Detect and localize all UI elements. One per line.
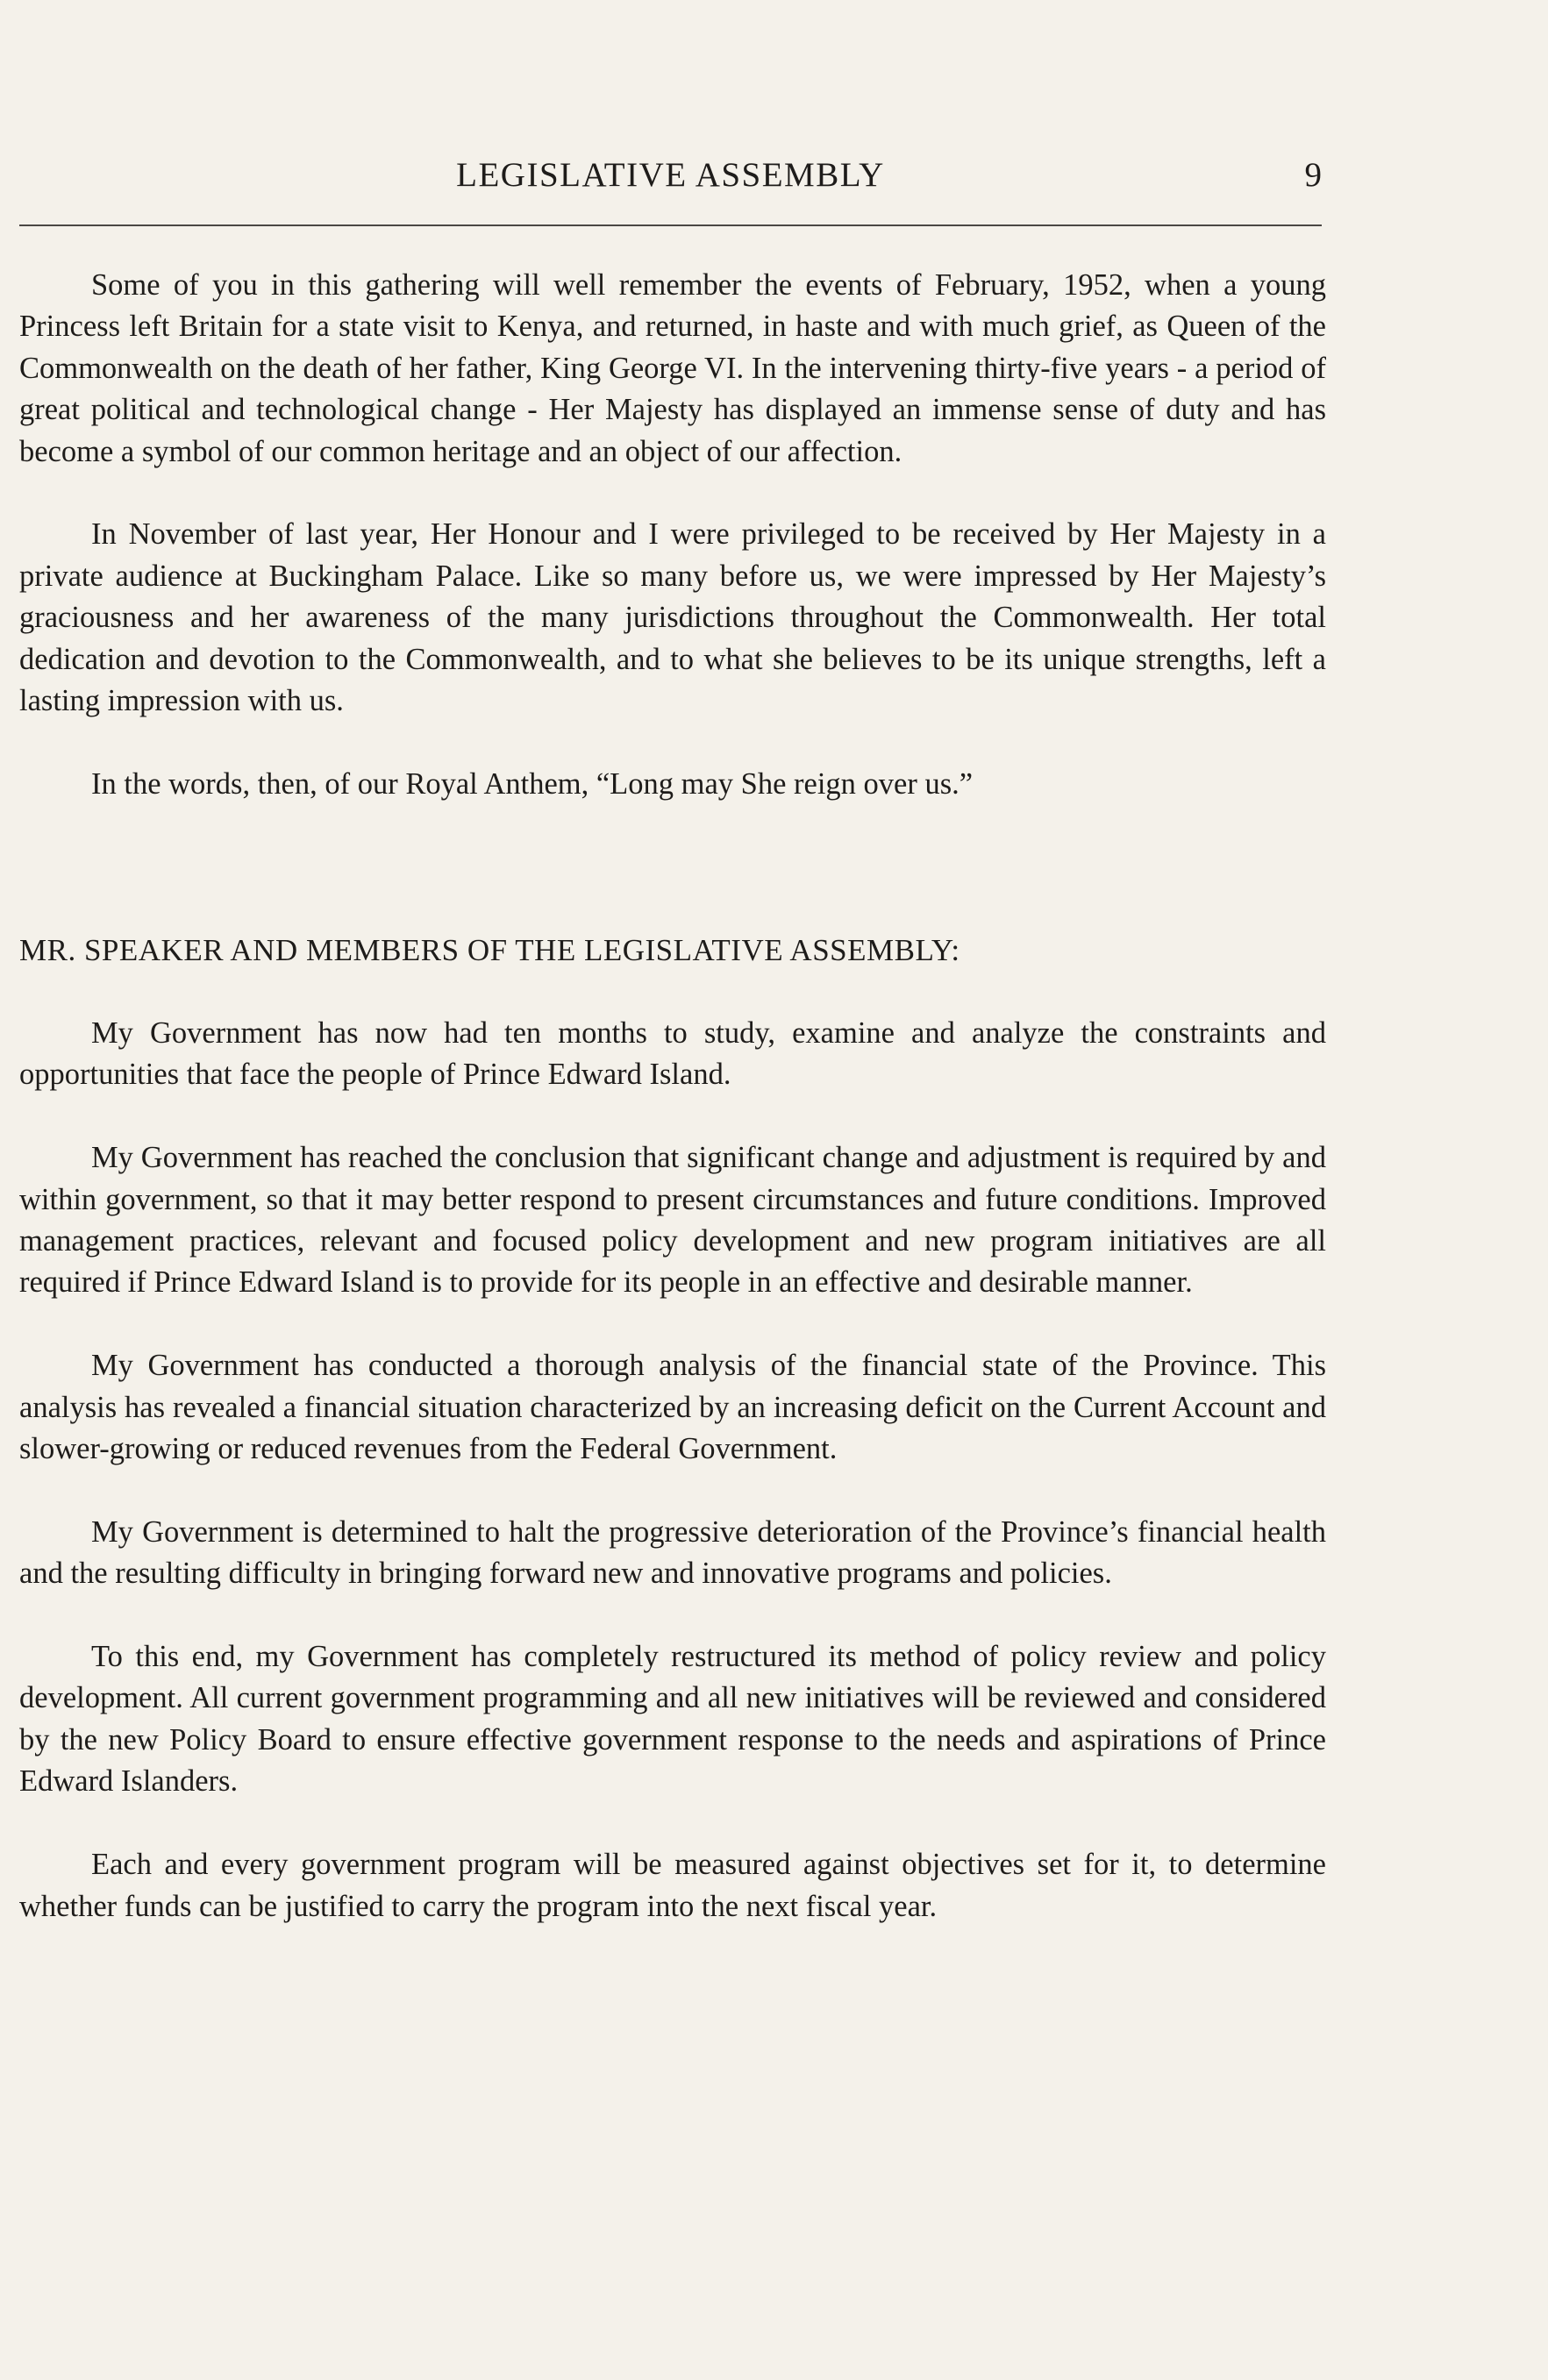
address-heading: MR. SPEAKER AND MEMBERS OF THE LEGISLATIVE ASSEMBLY: [19, 933, 960, 968]
page-number: 9 [1304, 156, 1322, 194]
body-text [19, 265, 1326, 1969]
paragraph: To this end, my Government has completely restructured its method of policy review and policy development. All current government programming and all new initiatives will be reviewed and considered by the new Policy Board to ensure effective government response to the needs and aspirations of Prince Edward Islanders. [19, 1640, 1326, 1799]
header-rule [19, 224, 1322, 226]
paragraph: In November of last year, Her Honour and I were privileged to be received by Her Majesty in a private audience at Buckingham Palace. Like so many before us, we were impressed by Her Majesty’s graciousness and her awareness of the many jurisdictions throughout the Commonwealth. Her total dedication and devotion to the Commonwealth, and to what she believes to be its unique strengths, left a lasting impression with us. [19, 517, 1326, 718]
paragraph: Each and every government program will be measured against objectives set for it, to determine whether funds can be justified to carry the program into the next fiscal year. [19, 1848, 1326, 1923]
paragraph: My Government has now had ten months to study, examine and analyze the constraints and opportunities that face the people of Prince Edward Island. [19, 1016, 1326, 1092]
running-header [19, 149, 1322, 202]
header-title: LEGISLATIVE ASSEMBLY [456, 156, 885, 194]
paragraph: My Government has reached the conclusion that significant change and adjustment is required by and within government, so that it may better respond to present circumstances and future conditions. Improved management practices, relevant and focused policy development and new program initiatives are all required if Prince Edward Island is to provide for its people in an effective and desirable manner. [19, 1141, 1326, 1300]
paragraph: In the words, then, of our Royal Anthem, “Long may She reign over us.” [91, 766, 974, 801]
paragraph: My Government is determined to halt the progressive deterioration of the Province’s financial health and the resulting difficulty in bringing forward new and innovative programs and policies. [19, 1514, 1326, 1591]
paragraph: My Government has conducted a thorough analysis of the financial state of the Province. This analysis has revealed a financial situation characterized by an increasing deficit on the Current Account and slower-growing or reduced revenues from the Federal Government. [19, 1349, 1326, 1466]
paragraph: Some of you in this gathering will well remember the events of February, 1952, when a young Princess left Britain for a state visit to Kenya, and returned, in haste and with much grief, as Queen of the Commonwealth on the death of her father, King George VI. In the intervening thirty-five years - a period of great political and technological change - Her Majesty has displayed an immense sense of duty and has become a symbol of our common heritage and an object of our affection. [19, 268, 1326, 468]
